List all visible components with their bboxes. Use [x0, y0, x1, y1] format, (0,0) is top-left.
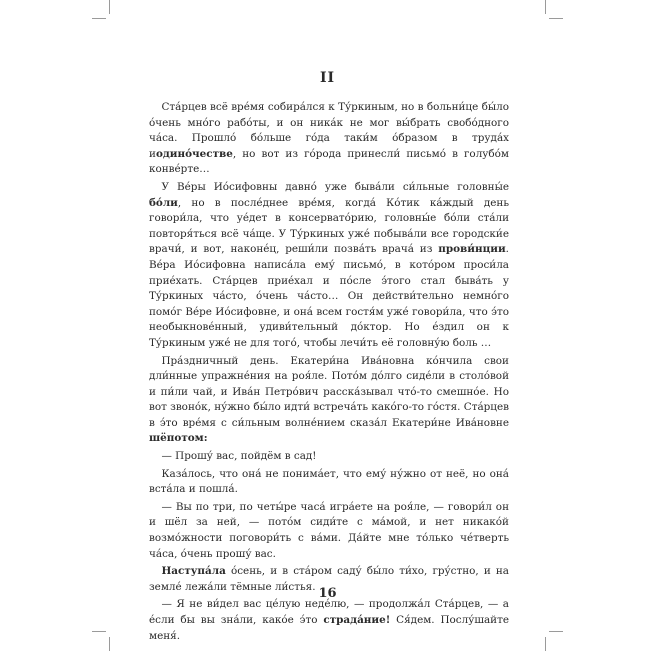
- page-number: 16: [318, 586, 337, 601]
- paragraph: Каза́лось, что она́ не понима́ет, что ему́ ну́жно от неё, но она́ вста́ла и пошла́.: [149, 467, 509, 496]
- crop-mark: [545, 637, 546, 651]
- paragraph: Пра́здничный день. Екатери́на Ива́новна ко́нчила свои дли́нные упражне́ния на роя́ле. Пото́м до́лго сиде́ли в столо́вой и пи́ли чай, и Ива́н Петро́вич расска́зывал что́-то смешно́е. Но вот звоно́к, ну́жно бы́ло идти́ встреча́ть како́го-то го́стя. Ста́рцев в э́то вре́мя с си́льным волне́нием сказа́л Екатери́не Ива́новне шёпотом:: [149, 354, 509, 445]
- crop-mark: [92, 631, 106, 632]
- bold-word: бо́ли: [149, 196, 178, 209]
- dialogue-line: — Я не ви́дел вас це́лую неде́лю, — продолжа́л Ста́рцев, — а е́сли бы вы зна́ли, како́е э́то страда́ние! Ся́дем. Послу́шайте меня́.: [149, 598, 509, 642]
- paragraph: У Ве́ры Ио́сифовны давно́ уже быва́ли си́льные головны́е бо́ли, но в после́днее вре́мя, когда́ Ко́тик ка́ждый день говори́ла, что уе́дет в консервато́рию, головны́е бо́ли ста́ли повторя́ться всё ча́ще. У Ту́ркиных уже́ побыва́ли все городски́е врачи́, и вот, наконе́ц, реши́ли позва́ть врача́ из прови́нции. Ве́ра Ио́сифовна написа́ла ему́ письмо́, в кото́ром проси́ла прие́хать. Ста́рцев прие́хал и по́сле э́того стал быва́ть у Ту́ркиных ча́сто, о́чень ча́сто… Он действи́тельно немно́го помо́г Ве́ре Ио́сифовне, и она́ всем гостя́м уже́ говори́ла, что э́то необыкнове́нный, удиви́тельный до́ктор. Но е́здил он к Ту́ркиным уже́ не для того́, чтобы лечи́ть её головну́ю боль …: [149, 180, 509, 349]
- paragraph: Ста́рцев всё вре́мя собира́лся к Ту́ркиным, но в больни́це бы́ло о́чень мно́го рабо́ты, и он ника́к не мог вы́брать свобо́дного ча́са. Прошло́ бо́льше го́да таки́м о́бразом в труда́х иодино́честве, но вот из го́рода принесли́ письмо́ в голубо́м конве́рте…: [149, 101, 509, 176]
- bold-word: прови́нции: [438, 243, 506, 256]
- chapter-heading: II: [319, 70, 336, 86]
- crop-mark: [109, 0, 110, 14]
- bold-word: страда́ние!: [323, 614, 391, 626]
- crop-mark: [109, 637, 110, 651]
- bold-word: одино́честве: [155, 147, 233, 160]
- bold-word: Наступа́ла: [161, 565, 226, 578]
- crop-mark: [92, 18, 106, 19]
- paragraph: Наступа́ла о́сень, и в ста́ром саду́ бы́ло ти́хо, гру́стно, и на земле́ лежа́ли тёмные ли́стья.: [149, 565, 509, 593]
- dialogue-line: — Вы по три, по четы́ре часа́ игра́ете на роя́ле, — говори́л он и шёл за ней, — пото́м сиди́те с ма́мой, и нет никако́й возмо́жности поговори́ть с ва́ми. Да́йте мне то́лько че́тверть ча́са, о́чень прошу́ вас.: [149, 500, 509, 560]
- crop-mark: [545, 0, 546, 14]
- body-text: [149, 100, 509, 646]
- crop-mark: [549, 631, 563, 632]
- crop-mark: [549, 18, 563, 19]
- bold-word: шёпотом:: [149, 432, 208, 445]
- dialogue-line: — Прошу́ вас, пойдём в сад!: [161, 450, 317, 463]
